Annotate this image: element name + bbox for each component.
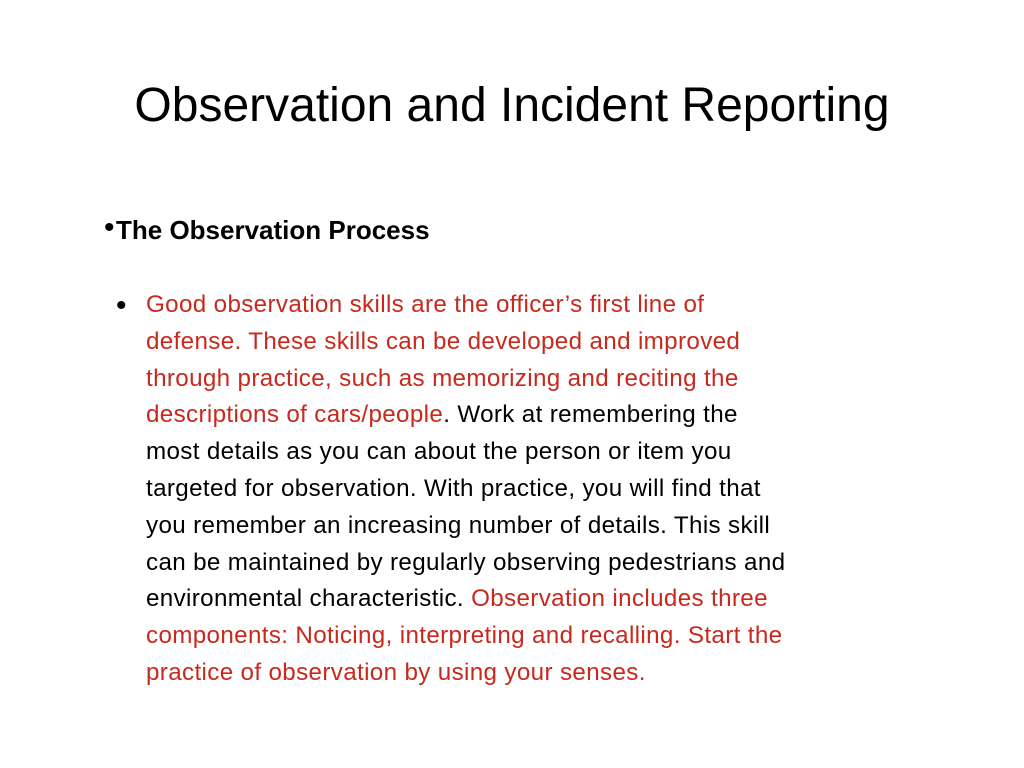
sub-bullet-paragraph xyxy=(146,287,946,692)
slide-title: Observation and Incident Reporting xyxy=(134,79,890,132)
bullet-heading: The Observation Process xyxy=(116,215,430,245)
paragraph-segment-black: . Work at remembering the most details as you can about the person or item you targeted for observation. With practice, you will find that you remember an increasing number of details. This skill can be maintained by regularly observing pedestrians and environmental characteristic. xyxy=(146,401,786,613)
paragraph-segment-red-1: Good observation skills are the officer’s first line of defense. These skills can be developed and improved through practice, such as memorizing and reciting the descriptions of cars/people xyxy=(146,291,741,429)
bullet-icon: • xyxy=(104,211,115,244)
paragraph-segment-red-2: Observation includes three components: Noticing, interpreting and recalling. Start the practice of observation by using your senses. xyxy=(146,585,783,686)
sub-bullet-icon: • xyxy=(116,289,127,322)
